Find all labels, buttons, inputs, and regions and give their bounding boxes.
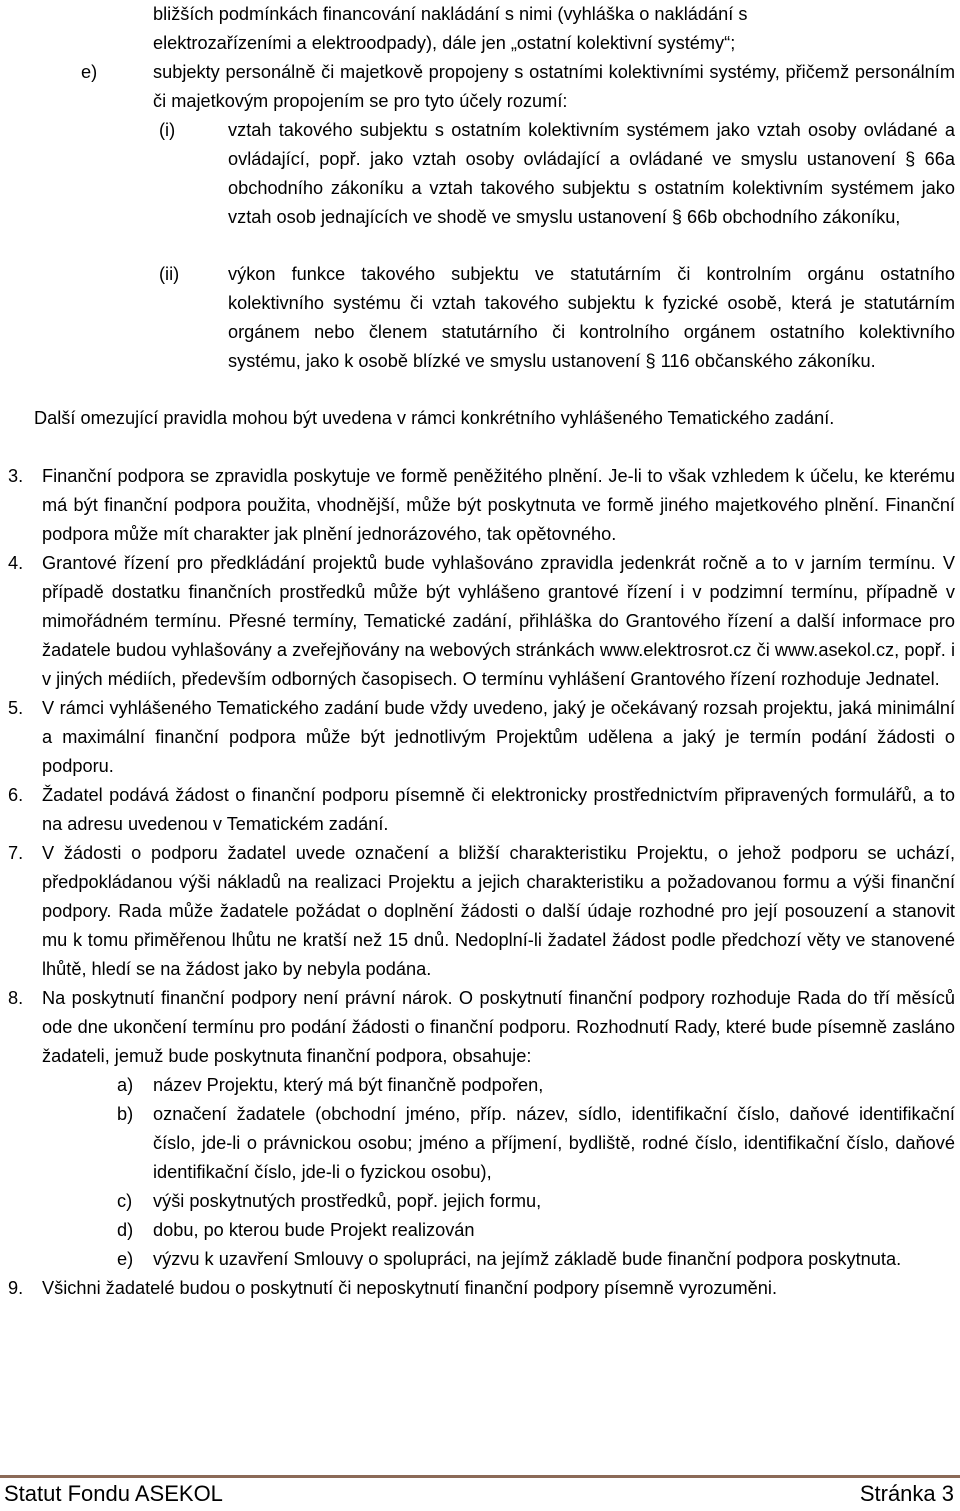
point-4 bbox=[0, 549, 960, 694]
page-footer bbox=[0, 1479, 960, 1509]
decision-item-a bbox=[0, 1071, 960, 1100]
point-label: 7. bbox=[8, 843, 24, 863]
decision-item-c bbox=[0, 1187, 960, 1216]
point-5 bbox=[0, 694, 960, 781]
numbered-points bbox=[0, 462, 960, 1303]
decision-item-label: c) bbox=[117, 1191, 133, 1211]
decision-item-text: označení žadatele (obchodní jméno, příp. název, sídlo, identifikační číslo, daňové identifikační číslo, jde-li o právnickou osobu; jméno a příjmení, bydliště, rodné číslo, identifikační číslo, daňové identifikační číslo, jde-li o fyzickou osobu), bbox=[153, 1104, 955, 1182]
decision-item-text: dobu, po kterou bude Projekt realizován bbox=[153, 1220, 475, 1240]
point-7 bbox=[0, 839, 960, 984]
point-text: Na poskytnutí finanční podpory není právní nárok. O poskytnutí finanční podpory rozhoduje Rada do tří měsíců ode dne ukončení termínu pro podání žádosti o finanční podporu. Rozhodnutí Rady, které bude písemně zasláno žadateli, jemuž bude poskytnuta finanční podpora, obsahuje: bbox=[42, 988, 955, 1066]
point-text: V rámci vyhlášeného Tematického zadání bude vždy uvedeno, jaký je očekávaný rozsah projektu, jaká minimální a maximální finanční podpora může být jednotlivým Projektům udělena a jaký je termín podání žádosti o podporu. bbox=[42, 698, 955, 776]
decision-item-label: d) bbox=[117, 1220, 134, 1240]
subitem-i-label: (i) bbox=[159, 120, 176, 140]
item-d-text-2: elektrozařízeními a elektroodpady), dále jen „ostatní kolektivní systémy“; bbox=[153, 33, 736, 53]
decision-item-text: výzvu k uzavření Smlouvy o spolupráci, na jejímž základě bude finanční podpora poskytnuta. bbox=[153, 1249, 902, 1269]
subitem-i-text: vztah takového subjektu s ostatním kolektivním systémem jako vztah osoby ovládané a ovládající, popř. jako vztah osoby ovládající a ovládané ve smyslu ustanovení § 66a obchodního zákoníku a vztah takového subjektu s ostatním kolektivním systémem jako vztah osob jednajících ve shodě ve smyslu ustanovení § 66b obchodního zákoníku, bbox=[228, 120, 955, 227]
subitem-ii-label: (ii) bbox=[159, 264, 180, 284]
decision-item-text: výši poskytnutých prostředků, popř. jejich formu, bbox=[153, 1191, 542, 1211]
decision-item-label: b) bbox=[117, 1104, 134, 1124]
decision-item-label: e) bbox=[117, 1249, 134, 1269]
decision-item-d bbox=[0, 1216, 960, 1245]
subitem-ii-text: výkon funkce takového subjektu ve statutárním či kontrolním orgánu ostatního kolektivního systému či vztah takového subjektu k fyzické osobě, která je statutárním orgánem nebo členem statutárního či kontrolního orgánem ostatního kolektivního systému, jako k osobě blízké ve smyslu ustanovení § 116 občanského zákoníku. bbox=[228, 264, 955, 371]
subitem-i bbox=[0, 116, 960, 232]
point-8 bbox=[0, 984, 960, 1071]
further-rules-text: Další omezující pravidla mohou být uvedena v rámci konkrétního vyhlášeného Tematického zadání. bbox=[34, 408, 835, 428]
point-label: 4. bbox=[8, 553, 24, 573]
item-d-continuation bbox=[153, 0, 955, 58]
point-label: 5. bbox=[8, 698, 24, 718]
footer-rule bbox=[0, 1475, 960, 1478]
point-label: 8. bbox=[8, 988, 24, 1008]
point-text: Grantové řízení pro předkládání projektů bude vyhlašováno zpravidla jedenkrát ročně a to v jarním termínu. V případě dostatku finančních prostředků může být vyhlášeno grantové řízení i v podzimní termínu, případně v mimořádném termínu. Přesné termíny, Tematické zadání, přihláška do Grantového řízení a další informace pro žadatele budou vyhlašovány a zveřejňovány na webových stránkách www.elektrosrot.cz či www.asekol.cz, popř. i v jiných médiích, především odborných časopisech. O termínu vyhlášení Grantového řízení rozhoduje Jednatel. bbox=[42, 553, 955, 689]
decision-item-text: název Projektu, který má být finančně podpořen, bbox=[153, 1075, 544, 1095]
decision-item-label: a) bbox=[117, 1075, 134, 1095]
decision-items bbox=[0, 1071, 960, 1274]
item-e-text: subjekty personálně či majetkově propojeny s ostatními kolektivními systémy, přičemž personálním či majetkovým propojením se pro tyto účely rozumí: bbox=[153, 62, 955, 111]
point-text: Všichni žadatelé budou o poskytnutí či neposkytnutí finanční podpory písemně vyrozuměni. bbox=[42, 1278, 778, 1298]
point-label: 6. bbox=[8, 785, 24, 805]
decision-item-e bbox=[0, 1245, 960, 1274]
point-text: Žadatel podává žádost o finanční podporu písemně či elektronicky prostřednictvím připravených formulářů, a to na adresu uvedenou v Tematickém zadání. bbox=[42, 785, 955, 834]
item-d-text-1: bližších podmínkách financování nakládání s nimi (vyhláška o nakládání s bbox=[153, 4, 748, 24]
point-label: 3. bbox=[8, 466, 24, 486]
point-text: V žádosti o podporu žadatel uvede označení a bližší charakteristiku Projektu, o jehož podporu se uchází, předpokládanou výši nákladů na realizaci Projektu a jejich charakteristiku a požadovanou formu a výši finanční podpory. Rada může žadatele požádat o doplnění žádosti o další údaje rozhodné pro její posouzení a stanovit mu k tomu přiměřenou lhůtu ne kratší než 15 dnů. Nedoplní-li žadatel žádost podle předchozí věty ve stanovené lhůtě, hledí se na žádost jako by nebyla podána. bbox=[42, 843, 955, 979]
point-9 bbox=[0, 1274, 960, 1303]
item-e-label: e) bbox=[81, 62, 98, 82]
further-rules bbox=[34, 404, 955, 433]
point-6 bbox=[0, 781, 960, 839]
point-text: Finanční podpora se zpravidla poskytuje ve formě peněžitého plnění. Je-li to však vzhledem k účelu, ke kterému má být finanční podpora použita, vhodnější, může být poskytnuta ve formě jiného majetkového plnění. Finanční podpora může mít charakter jak plnění jednorázového, tak opětovného. bbox=[42, 466, 955, 544]
decision-item-b bbox=[0, 1100, 960, 1187]
point-3 bbox=[0, 462, 960, 549]
item-e bbox=[0, 58, 960, 116]
subitem-ii bbox=[0, 260, 960, 376]
point-label: 9. bbox=[8, 1278, 24, 1298]
footer-page-number: Stránka 3 bbox=[859, 1481, 954, 1506]
footer-document-title: Statut Fondu ASEKOL bbox=[4, 1481, 223, 1506]
